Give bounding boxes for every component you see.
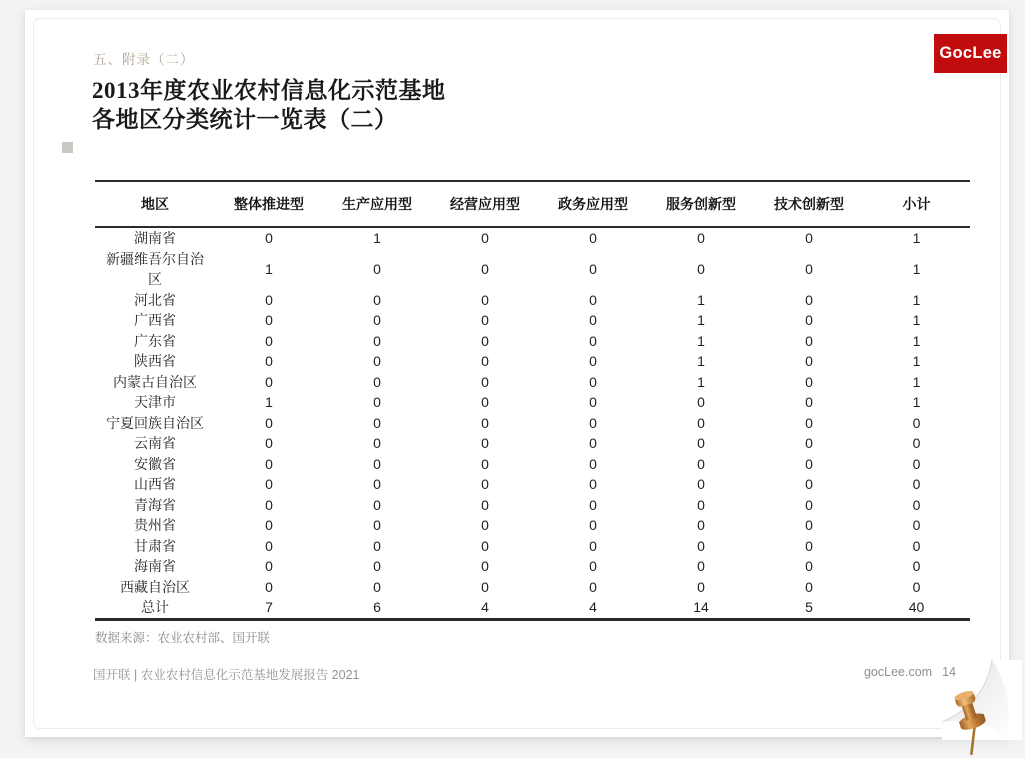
value-cell: 0 (697, 537, 705, 554)
value-cell: 0 (697, 517, 705, 533)
value-cell: 0 (265, 373, 273, 390)
pushpin-icon (946, 688, 998, 758)
value-cell: 4 (589, 599, 597, 615)
value-cell: 0 (373, 476, 381, 492)
value-cell: 1 (912, 332, 921, 349)
value-cell: 0 (805, 373, 813, 390)
value-cell: 0 (805, 353, 813, 369)
value-cell: 40 (908, 599, 925, 615)
table-row (95, 227, 970, 249)
table-row (95, 249, 970, 290)
value-cell: 1 (912, 312, 921, 328)
region-cell: 贵州省 (134, 517, 176, 533)
table-row (95, 372, 970, 393)
table-row (95, 392, 970, 413)
value-cell: 1 (912, 260, 921, 277)
table-row (95, 454, 970, 475)
column-header: 技术创新型 (774, 196, 844, 212)
value-cell: 0 (265, 291, 273, 308)
slide-card (25, 10, 1009, 737)
brand-logo: GocLee (934, 34, 1007, 73)
value-cell: 0 (373, 373, 381, 390)
source-note: 数据来源：农业农村部、国开联 (95, 631, 271, 645)
value-cell: 0 (481, 312, 489, 328)
value-cell: 0 (481, 353, 489, 369)
region-stats-table (95, 180, 970, 621)
region-cell: 西藏自治区 (120, 578, 190, 595)
value-cell: 0 (481, 496, 489, 513)
value-cell: 0 (589, 373, 597, 390)
value-cell: 0 (589, 312, 597, 328)
value-cell: 0 (589, 558, 597, 574)
value-cell: 0 (805, 312, 813, 328)
page-title (92, 76, 446, 134)
table-row (95, 433, 970, 454)
region-cell: 广东省 (134, 332, 176, 349)
region-cell: 新疆维吾尔自治区 (106, 250, 204, 287)
value-cell: 0 (589, 291, 597, 308)
value-cell: 0 (481, 230, 489, 246)
value-cell: 0 (265, 435, 273, 451)
value-cell: 7 (265, 599, 273, 615)
region-cell: 内蒙古自治区 (113, 373, 197, 390)
page-title-line1: 2013年度农业农村信息化示范基地 (92, 78, 446, 103)
value-cell: 0 (265, 312, 273, 328)
value-cell: 0 (805, 332, 813, 349)
region-cell: 湖南省 (134, 230, 176, 246)
column-header: 小计 (902, 196, 931, 212)
section-label: 五、附录（二） (93, 52, 195, 67)
value-cell: 0 (373, 517, 381, 533)
value-cell: 0 (589, 394, 597, 410)
region-cell: 安徽省 (134, 455, 176, 472)
column-header: 生产应用型 (342, 196, 412, 212)
column-header: 政务应用型 (558, 196, 628, 212)
value-cell: 0 (589, 455, 597, 472)
value-cell: 0 (589, 476, 597, 492)
value-cell: 0 (912, 496, 921, 513)
value-cell: 0 (589, 353, 597, 369)
value-cell: 0 (373, 394, 381, 410)
value-cell: 0 (265, 558, 273, 574)
value-cell: 0 (481, 291, 489, 308)
value-cell: 0 (805, 496, 813, 513)
value-cell: 0 (265, 537, 273, 554)
value-cell: 0 (912, 537, 921, 554)
value-cell: 0 (697, 230, 705, 246)
value-cell: 0 (805, 291, 813, 308)
value-cell: 1 (697, 291, 705, 308)
value-cell: 0 (589, 435, 597, 451)
value-cell: 0 (481, 517, 489, 533)
page-title-line2: 各地区分类统计一览表（二） (92, 107, 398, 132)
value-cell: 1 (697, 353, 705, 369)
value-cell: 1 (912, 291, 921, 308)
value-cell: 0 (373, 578, 381, 595)
value-cell: 0 (697, 496, 705, 513)
value-cell: 0 (373, 455, 381, 472)
value-cell: 0 (373, 291, 381, 308)
value-cell: 0 (912, 414, 921, 431)
value-cell: 0 (912, 578, 921, 595)
value-cell: 0 (697, 394, 705, 410)
value-cell: 0 (265, 517, 273, 533)
table-row (95, 310, 970, 331)
value-cell: 0 (265, 476, 273, 492)
value-cell: 0 (697, 414, 705, 431)
value-cell: 1 (697, 312, 705, 328)
value-cell: 0 (805, 578, 813, 595)
footer-site-url: gocLee.com (863, 665, 933, 679)
footer-page-number: 14 (942, 665, 956, 679)
value-cell: 0 (697, 455, 705, 472)
value-cell: 0 (481, 332, 489, 349)
value-cell: 0 (373, 414, 381, 431)
value-cell: 0 (805, 394, 813, 410)
value-cell: 1 (265, 260, 273, 277)
table-row (95, 351, 970, 372)
value-cell: 0 (697, 476, 705, 492)
table-row (95, 597, 970, 619)
value-cell: 0 (265, 332, 273, 349)
value-cell: 0 (373, 496, 381, 513)
value-cell: 0 (697, 435, 705, 451)
value-cell: 0 (265, 353, 273, 369)
value-cell: 1 (697, 373, 705, 390)
value-cell: 5 (805, 599, 813, 615)
value-cell: 0 (805, 476, 813, 492)
value-cell: 0 (805, 558, 813, 574)
value-cell: 0 (912, 558, 921, 574)
table-row (95, 290, 970, 311)
table-row (95, 331, 970, 352)
value-cell: 0 (481, 455, 489, 472)
footer-report-title: 国开联 | 农业农村信息化示范基地发展报告 2021 (93, 668, 360, 682)
value-cell: 1 (697, 332, 705, 349)
table-row (95, 474, 970, 495)
value-cell: 0 (697, 578, 705, 595)
table-row (95, 536, 970, 557)
column-header: 地区 (141, 196, 169, 212)
value-cell: 0 (481, 435, 489, 451)
value-cell: 0 (589, 578, 597, 595)
value-cell: 0 (589, 517, 597, 533)
value-cell: 0 (265, 230, 273, 246)
value-cell: 0 (805, 230, 813, 246)
value-cell: 0 (481, 578, 489, 595)
value-cell: 0 (805, 414, 813, 431)
region-cell: 青海省 (134, 496, 176, 513)
region-cell: 海南省 (134, 558, 176, 574)
region-cell: 云南省 (134, 435, 176, 451)
value-cell: 0 (589, 332, 597, 349)
value-cell: 1 (373, 230, 381, 246)
table-row (95, 556, 970, 577)
region-cell: 广西省 (134, 312, 176, 328)
region-cell: 总计 (141, 599, 169, 615)
value-cell: 6 (373, 599, 381, 615)
value-cell: 1 (265, 394, 273, 410)
value-cell: 0 (265, 578, 273, 595)
value-cell: 0 (373, 312, 381, 328)
value-cell: 0 (373, 353, 381, 369)
value-cell: 0 (912, 476, 921, 492)
region-cell: 陕西省 (134, 353, 176, 369)
value-cell: 0 (481, 537, 489, 554)
value-cell: 0 (589, 496, 597, 513)
value-cell: 0 (373, 537, 381, 554)
value-cell: 0 (589, 537, 597, 554)
value-cell: 4 (481, 599, 489, 615)
table-row (95, 495, 970, 516)
value-cell: 0 (373, 435, 381, 451)
value-cell: 0 (373, 332, 381, 349)
value-cell: 0 (912, 455, 921, 472)
value-cell: 0 (481, 394, 489, 410)
value-cell: 0 (265, 496, 273, 513)
column-header: 服务创新型 (666, 196, 736, 212)
value-cell: 0 (481, 260, 489, 277)
value-cell: 0 (805, 260, 813, 277)
value-cell: 0 (805, 435, 813, 451)
value-cell: 0 (805, 455, 813, 472)
value-cell: 0 (589, 414, 597, 431)
region-cell: 甘肃省 (134, 537, 176, 554)
value-cell: 0 (265, 455, 273, 472)
column-header: 经营应用型 (450, 196, 520, 212)
value-cell: 0 (481, 414, 489, 431)
region-cell: 河北省 (134, 291, 176, 308)
value-cell: 0 (697, 260, 705, 277)
value-cell: 0 (805, 517, 813, 533)
region-cell: 宁夏回族自治区 (106, 414, 204, 431)
value-cell: 0 (697, 558, 705, 574)
value-cell: 0 (912, 435, 921, 451)
table-header-row (95, 181, 970, 227)
value-cell: 0 (589, 230, 597, 246)
decor-square (62, 142, 73, 153)
table-row (95, 577, 970, 598)
value-cell: 0 (265, 414, 273, 431)
column-header: 整体推进型 (234, 196, 304, 212)
region-cell: 山西省 (134, 476, 176, 492)
value-cell: 1 (912, 394, 921, 410)
table-row (95, 515, 970, 536)
table-row (95, 413, 970, 434)
value-cell: 0 (805, 537, 813, 554)
region-cell: 天津市 (134, 394, 176, 410)
value-cell: 0 (912, 517, 921, 533)
value-cell: 1 (912, 353, 921, 369)
value-cell: 0 (481, 476, 489, 492)
value-cell: 0 (481, 373, 489, 390)
value-cell: 14 (693, 599, 709, 615)
value-cell: 1 (912, 230, 921, 246)
value-cell: 0 (589, 260, 597, 277)
value-cell: 0 (373, 260, 381, 277)
value-cell: 1 (912, 373, 921, 390)
value-cell: 0 (481, 558, 489, 574)
value-cell: 0 (373, 558, 381, 574)
